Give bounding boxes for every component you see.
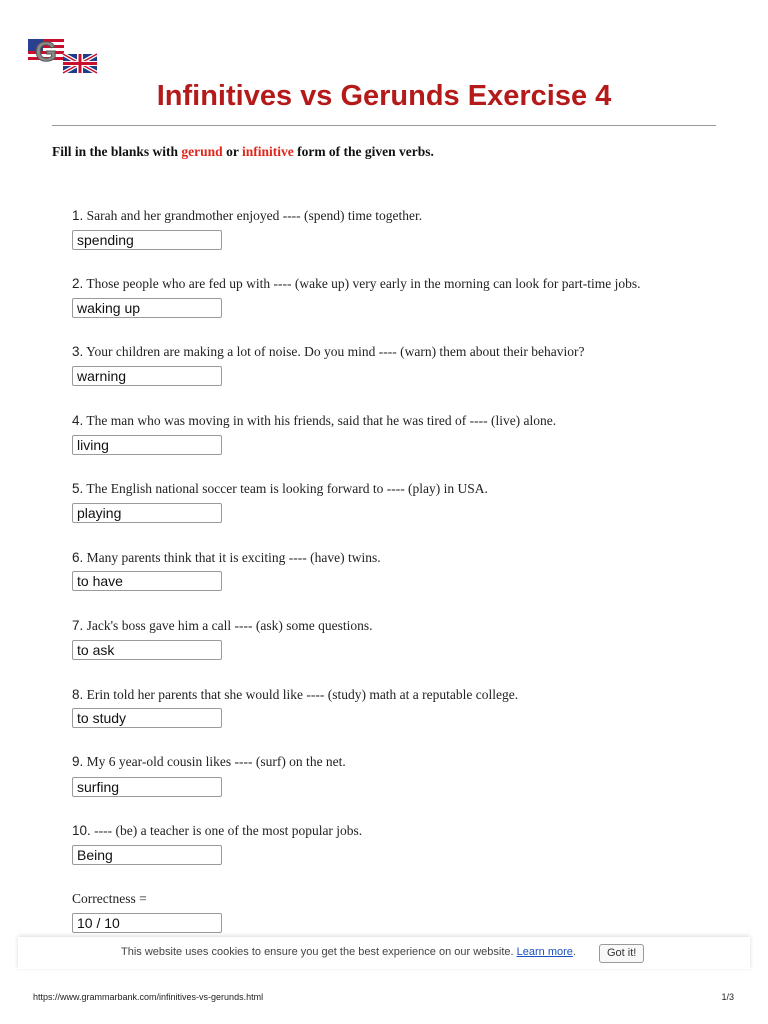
instructions-middle: or	[222, 144, 242, 159]
svg-text:G: G	[35, 37, 57, 67]
answer-input-7[interactable]: to ask	[72, 640, 222, 660]
grammarbank-logo-icon	[26, 37, 100, 75]
question-number: 8.	[72, 687, 84, 702]
question-text: Your children are making a lot of noise. Do you mind ---- (warn) them about their behavior?	[86, 344, 585, 359]
learn-more-link[interactable]: Learn more	[516, 946, 573, 958]
answer-input-9[interactable]: surfing	[72, 777, 222, 797]
answer-input-3[interactable]: warning	[72, 366, 222, 386]
question-text: The English national soccer team is looking forward to ---- (play) in USA.	[86, 481, 488, 496]
answer-input-1[interactable]: spending	[72, 230, 222, 250]
instructions-suffix: form of the given verbs.	[293, 144, 434, 159]
title-divider	[52, 125, 716, 126]
question-text: The man who was moving in with his friends, said that he was tired of ---- (live) alone.	[86, 413, 557, 428]
question-7	[72, 618, 373, 634]
instructions-prefix: Fill in the blanks with	[52, 144, 182, 159]
correctness-value: 10 / 10	[72, 913, 222, 933]
instructions-gerund: gerund	[181, 144, 223, 159]
question-text: Erin told her parents that she would like ---- (study) math at a reputable college.	[86, 687, 519, 702]
answer-input-6[interactable]: to have	[72, 571, 222, 591]
question-3	[72, 344, 585, 360]
question-number: 6.	[72, 550, 84, 565]
question-number: 5.	[72, 481, 84, 496]
question-number: 9.	[72, 754, 84, 769]
site-logo[interactable]	[26, 37, 100, 75]
question-text: ---- (be) a teacher is one of the most popular jobs.	[94, 823, 363, 838]
correctness-label: Correctness =	[72, 891, 147, 906]
question-number: 4.	[72, 413, 84, 428]
instructions-infinitive: infinitive	[241, 144, 294, 159]
answer-input-8[interactable]: to study	[72, 708, 222, 728]
page-title: Infinitives vs Gerunds Exercise 4	[156, 80, 612, 112]
answer-input-10[interactable]: Being	[72, 845, 222, 865]
cookie-text: This website uses cookies to ensure you get the best experience on our website.	[121, 946, 514, 958]
question-number: 10.	[72, 823, 91, 838]
question-number: 2.	[72, 276, 84, 291]
question-6	[72, 550, 381, 566]
question-text: Sarah and her grandmother enjoyed ---- (spend) time together.	[86, 208, 423, 223]
question-10	[72, 823, 362, 839]
question-9	[72, 754, 346, 770]
question-text: Many parents think that it is exciting ---- (have) twins.	[86, 550, 381, 565]
instructions	[52, 144, 434, 160]
answer-input-5[interactable]: playing	[72, 503, 222, 523]
answer-input-2[interactable]: waking up	[72, 298, 222, 318]
footer-url: https://www.grammarbank.com/infinitives-vs-gerunds.html	[33, 992, 264, 1002]
question-text: My 6 year-old cousin likes ---- (surf) on the net.	[86, 754, 346, 769]
answer-input-4[interactable]: living	[72, 435, 222, 455]
question-number: 1.	[72, 208, 84, 223]
got-it-button[interactable]: Got it!	[599, 944, 644, 963]
question-number: 3.	[72, 344, 84, 359]
cookie-banner	[18, 937, 750, 969]
cookie-message: This website uses cookies to ensure you get the best experience on our website. Learn more.	[121, 946, 576, 958]
question-text: Jack's boss gave him a call ---- (ask) some questions.	[86, 618, 373, 633]
question-2	[72, 276, 640, 292]
question-number: 7.	[72, 618, 84, 633]
question-5	[72, 481, 488, 497]
question-8	[72, 687, 518, 703]
question-4	[72, 413, 556, 429]
footer-page-number: 1/3	[721, 992, 734, 1002]
question-text: Those people who are fed up with ---- (wake up) very early in the morning can look for part-time jobs.	[86, 276, 641, 291]
question-1	[72, 208, 422, 224]
